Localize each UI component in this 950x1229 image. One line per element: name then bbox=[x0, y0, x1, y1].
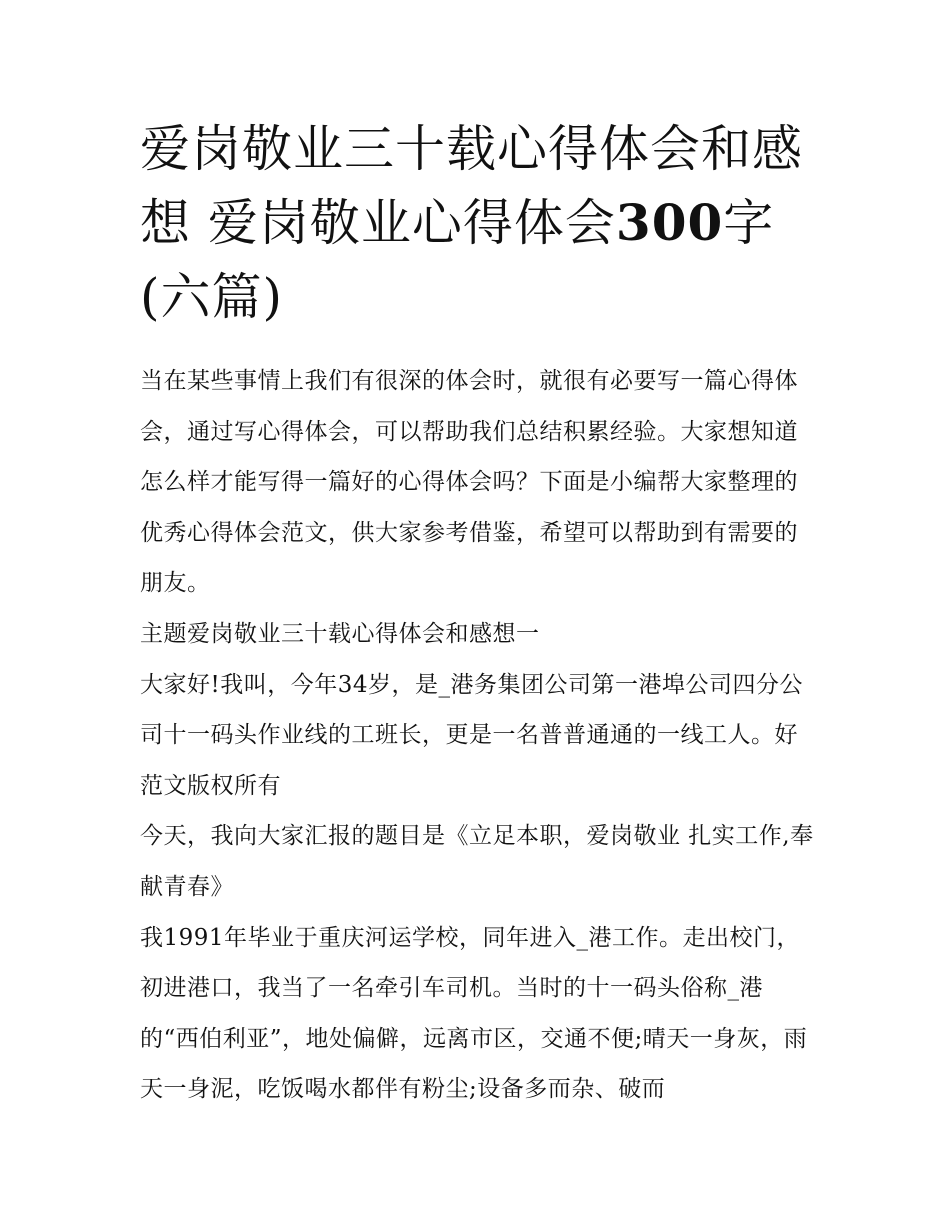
section-heading: 主题爱岗敬业三十载心得体会和感想一 bbox=[140, 620, 540, 647]
document-title bbox=[140, 112, 820, 334]
title-text-part2: 字(六篇) bbox=[140, 194, 775, 326]
paragraph-background: 我1991年毕业于重庆河运学校，同年进入_港工作。走出校门，初进港口，我当了一名牵引车司机。当时的十一码头俗称_港的“西伯利亚”，地处偏僻，远离市区，交通不便;晴天一身灰，雨天一身泥，吃饭喝水都伴有粉尘;设备多而杂、破而 bbox=[140, 924, 808, 1103]
paragraph-intro: 当在某些事情上我们有很深的体会时，就很有必要写一篇心得体会，通过写心得体会，可以帮助我们总结积累经验。大家想知道怎么样才能写得一篇好的心得体会吗？下面是小编帮大家整理的优秀心得体会范文，供大家参考借鉴，希望可以帮助到有需要的朋友。 bbox=[140, 368, 798, 597]
paragraph-greeting: 大家好!我叫，今年34岁，是_港务集团公司第一港埠公司四分公司十一码头作业线的工班长，更是一名普普通通的一线工人。好范文版权所有 bbox=[140, 671, 804, 799]
title-text-part1: 爱岗敬业三十载心得体会和感想 爱岗敬业心得体会 bbox=[140, 120, 803, 252]
title-text-number: 300 bbox=[615, 193, 724, 252]
paragraph-report-topic: 今天，我向大家汇报的题目是《立足本职，爱岗敬业 扎实工作,奉献青春》 bbox=[140, 823, 814, 900]
document-body bbox=[140, 356, 820, 1115]
